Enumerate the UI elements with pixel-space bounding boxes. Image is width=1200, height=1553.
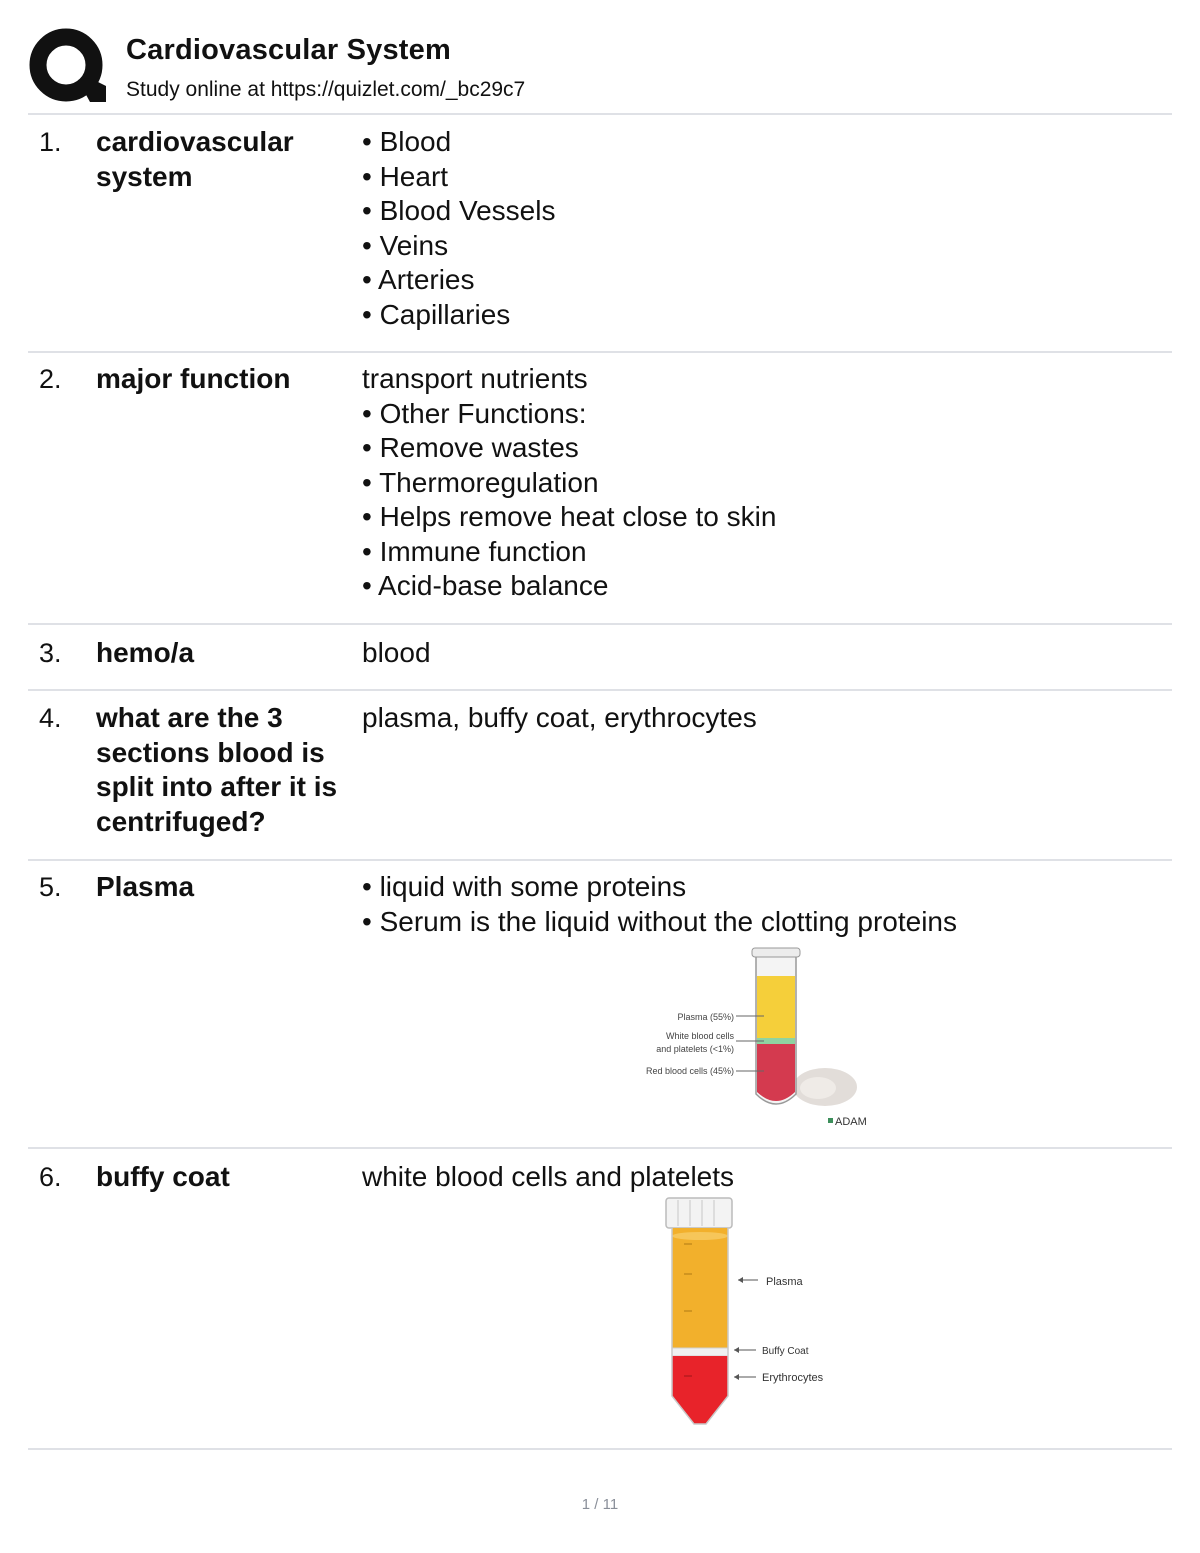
divider	[28, 1448, 1172, 1450]
card-term: major function	[96, 363, 291, 394]
definition-line: • Immune function	[362, 535, 587, 567]
divider	[28, 623, 1172, 625]
definition-line: plasma, buffy coat, erythrocytes	[362, 702, 757, 733]
definition-line: • Arteries	[362, 264, 475, 295]
card-number: 1.	[39, 127, 62, 157]
definition-line: • Capillaries	[362, 298, 511, 330]
arrow-head-icon	[734, 1374, 739, 1380]
divider	[28, 113, 1172, 115]
plasma-surface	[672, 1232, 728, 1240]
study-link[interactable]: Study online at https://quizlet.com/_bc29c7	[126, 78, 526, 101]
card-term: hemo/a	[96, 637, 195, 668]
card-definition	[362, 636, 1162, 671]
card-definition	[362, 870, 1162, 939]
figure-label-platelets: and platelets (<1%)	[656, 1044, 734, 1054]
arrow-head-icon	[734, 1347, 739, 1353]
definition-line: • Other Functions:	[362, 397, 587, 429]
divider	[28, 1147, 1172, 1149]
page-number: 1 / 11	[581, 1496, 619, 1513]
tube-rim	[752, 948, 800, 957]
card-number: 5.	[39, 872, 62, 902]
card-term: what are the 3 sections blood is split into after it is centrifuged?	[96, 702, 338, 837]
card-term: Plasma	[96, 871, 195, 902]
arrow-head-icon	[738, 1277, 743, 1283]
definition-line: • Helps remove heat close to skin	[362, 501, 777, 532]
definition-line: white blood cells and platelets	[362, 1161, 735, 1192]
definition-line: transport nutrients	[362, 363, 588, 394]
divider	[28, 859, 1172, 861]
figure-label-buffy-coat: Buffy Coat	[762, 1346, 809, 1357]
tube-cap	[666, 1198, 732, 1228]
card-term: cardiovascular system	[96, 126, 294, 192]
buffy-coat-layer	[672, 1348, 728, 1356]
definition-line: • Thermoregulation	[362, 466, 599, 498]
centrifuge-tube-figure	[656, 1196, 846, 1430]
figure-credit: ADAM	[835, 1116, 867, 1128]
card-number: 6.	[39, 1162, 62, 1192]
plasma-layer	[757, 976, 795, 1040]
red-cell-layer	[757, 1044, 795, 1101]
blood-tube-figure	[640, 946, 880, 1132]
tube-shadow-highlight	[800, 1077, 836, 1099]
adam-logo-icon	[828, 1118, 833, 1123]
page-header	[28, 28, 1172, 114]
definition-line: blood	[362, 637, 431, 668]
definition-line: • Acid-base balance	[362, 570, 609, 601]
page-title: Cardiovascular System	[126, 34, 451, 66]
divider	[28, 689, 1172, 691]
card-term: buffy coat	[96, 1161, 230, 1192]
card-definition	[362, 362, 1162, 604]
figure-label-plasma: Plasma (55%)	[677, 1012, 734, 1022]
definition-line: • Serum is the liquid without the clotting proteins	[362, 905, 957, 937]
card-definition	[362, 1160, 1162, 1195]
card-number: 2.	[39, 364, 62, 394]
quizlet-logo-icon	[28, 28, 108, 108]
card-definition	[362, 125, 1162, 332]
divider	[28, 351, 1172, 353]
figure-label-red-cells: Red blood cells (45%)	[645, 1066, 734, 1076]
figure-label-plasma: Plasma	[766, 1276, 803, 1288]
plasma-layer	[672, 1228, 728, 1354]
card-definition	[362, 701, 1162, 736]
figure-label-white-cells: White blood cells	[665, 1031, 734, 1041]
definition-line: • Heart	[362, 160, 449, 192]
erythrocyte-layer	[672, 1356, 728, 1424]
card-number: 4.	[39, 703, 62, 733]
definition-line: • Remove wastes	[362, 432, 579, 463]
definition-line: • liquid with some proteins	[362, 871, 687, 902]
figure-label-erythrocytes: Erythrocytes	[762, 1372, 824, 1384]
definition-line: • Veins	[362, 229, 449, 261]
definition-line: • Blood Vessels	[362, 195, 556, 226]
card-number: 3.	[39, 638, 62, 668]
definition-line: • Blood	[362, 126, 452, 157]
